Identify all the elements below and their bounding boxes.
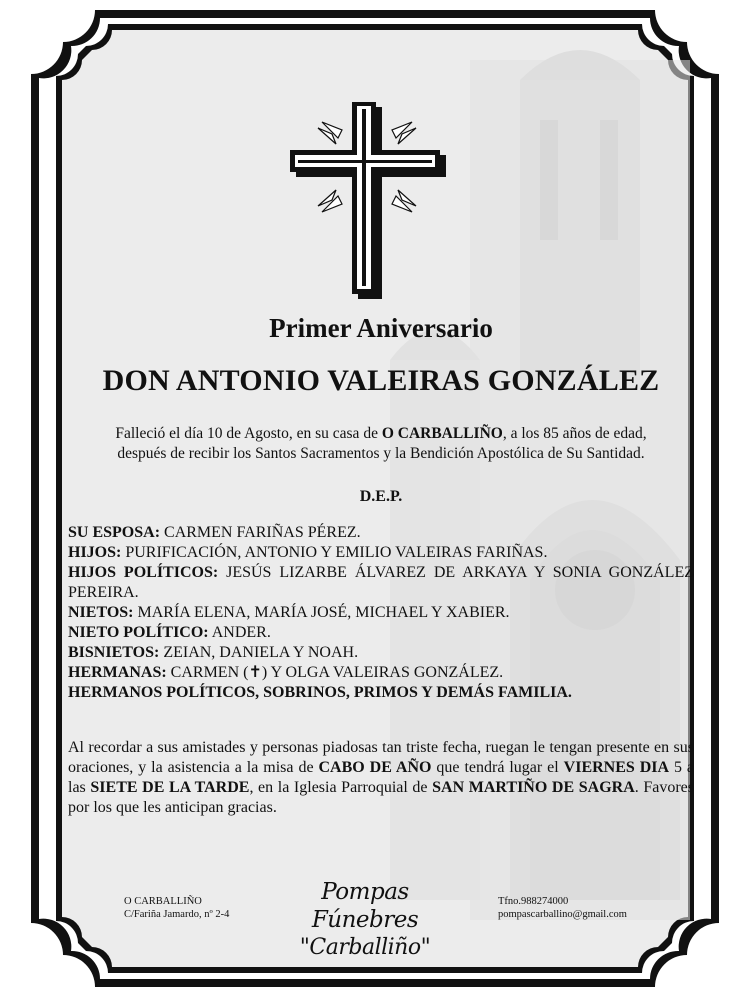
death-announcement bbox=[68, 424, 694, 464]
dep-heading: D.E.P. bbox=[359, 488, 403, 505]
intro-text: Falleció el día 10 de Agosto, en su casa de bbox=[115, 425, 382, 442]
closing-text: 5 a las bbox=[68, 759, 695, 796]
intro-text-2: , a los 85 años de edad, bbox=[502, 425, 647, 442]
family-line bbox=[68, 523, 694, 543]
family-text: JESÚS LIZARBE ÁLVAREZ DE ARKAYA Y SONIA GONZÁLEZ PEREIRA. bbox=[68, 564, 694, 601]
footer-address bbox=[124, 895, 229, 921]
footer-phone: Tfno.988274000 bbox=[498, 896, 569, 907]
logo-line-2: "Carballiño" bbox=[299, 935, 431, 960]
family-line bbox=[68, 543, 694, 563]
closing-bold: CABO DE AÑO bbox=[318, 759, 432, 776]
family-label: HERMANAS: bbox=[68, 664, 167, 681]
family-line bbox=[68, 563, 694, 603]
family-text: MARÍA ELENA, MARÍA JOSÉ, MICHAEL Y XABIER. bbox=[133, 604, 510, 621]
notice-title: Primer Aniversario bbox=[269, 313, 493, 343]
family-label: SU ESPOSA: bbox=[68, 524, 161, 541]
closing-bold: VIERNES DIA bbox=[563, 759, 670, 776]
family-text: PURIFICACIÓN, ANTONIO Y EMILIO VALEIRAS FARIÑAS. bbox=[121, 544, 548, 561]
family-line bbox=[68, 603, 694, 623]
family-label: BISNIETOS: bbox=[68, 644, 160, 661]
family-line bbox=[68, 623, 694, 643]
deceased-name: DON ANTONIO VALEIRAS GONZÁLEZ bbox=[102, 364, 660, 397]
family-text: ZEIAN, DANIELA Y NOAH. bbox=[159, 644, 359, 661]
family-label: NIETO POLÍTICO: bbox=[68, 624, 209, 641]
footer-street: C/Fariña Jamardo, nº 2-4 bbox=[124, 909, 230, 920]
closing-paragraph bbox=[68, 738, 694, 818]
logo-line-1: Pompas Fúnebres bbox=[311, 879, 419, 933]
closing-bold: SAN MARTIÑO DE SAGRA bbox=[432, 779, 635, 796]
family-label: HIJOS: bbox=[68, 544, 122, 561]
funeral-home-logo bbox=[290, 878, 440, 962]
place-name: O CARBALLIÑO bbox=[381, 425, 503, 442]
family-line bbox=[68, 643, 694, 663]
closing-text: Al recordar a sus amistades y personas piadosas tan triste fecha, ruegan le tengan presente en sus oraciones, y la asistencia a la misa de bbox=[68, 739, 694, 776]
notice-content bbox=[68, 0, 694, 997]
family-line bbox=[68, 683, 694, 703]
family-label: HIJOS POLÍTICOS: bbox=[68, 564, 219, 581]
closing-text: . Favores por los que les anticipan gracias. bbox=[68, 779, 695, 816]
footer-email: pompascarballino@gmail.com bbox=[498, 909, 627, 920]
family-list bbox=[68, 523, 694, 703]
intro-text-3: después de recibir los Santos Sacramentos y la Bendición Apostólica de Su Santidad. bbox=[117, 445, 645, 462]
family-text: ANDER. bbox=[208, 624, 271, 641]
closing-text: , en la Iglesia Parroquial de bbox=[249, 779, 433, 796]
closing-bold: SIETE DE LA TARDE bbox=[90, 779, 250, 796]
family-line bbox=[68, 663, 694, 683]
family-label: NIETOS: bbox=[68, 604, 134, 621]
closing-text: que tendrá lugar el bbox=[431, 759, 564, 776]
family-text: CARMEN FARIÑAS PÉREZ. bbox=[160, 524, 361, 541]
footer-city: O CARBALLIÑO bbox=[124, 896, 202, 907]
family-label: HERMANOS POLÍTICOS, SOBRINOS, PRIMOS Y DEMÁS FAMILIA. bbox=[68, 684, 572, 701]
footer-contact bbox=[498, 895, 627, 921]
family-text: CARMEN (✝) Y OLGA VALEIRAS GONZÁLEZ. bbox=[166, 664, 504, 681]
